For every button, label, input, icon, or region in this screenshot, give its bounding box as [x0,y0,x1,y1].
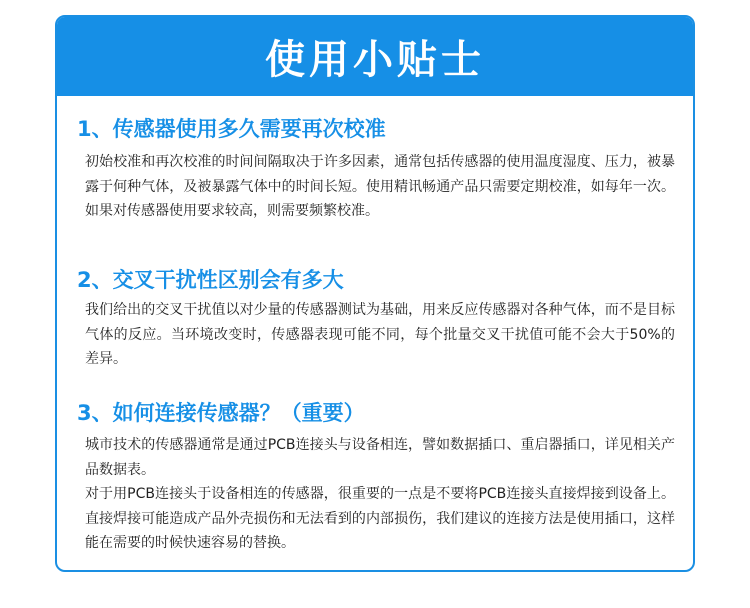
section-2-title: 2、交叉干扰性区别会有多大 [77,268,344,292]
section-3-body [85,433,675,556]
section-1-text: 初始校准和再次校准的时间间隔取决于许多因素，通常包括传感器的使用温度湿度、压力，被暴露于何种气体，及被暴露气体中的时间长短。使用精讯畅通产品只需要定期校准，如每年一次。如果对传感器使用要求较高，则需要频繁校准。 [85,154,675,219]
header-banner [57,17,693,96]
section-2-text: 我们给出的交叉干扰值以对少量的传感器测试为基础，用来反应传感器对各种气体，而不是目标气体的反应。当环境改变时，传感器表现可能不同，每个批量交叉干扰值可能不会大于50%的差异。 [85,302,675,367]
section-1-title: 1、传感器使用多久需要再次校准 [77,117,386,141]
section-2-body [85,298,675,372]
section-3-paragraph-1: 城市技术的传感器通常是通过PCB连接头与设备相连，譬如数据插口、重启器插口，详见相关产品数据表。 [85,437,675,478]
page-title: 使用小贴士 [265,37,485,83]
section-3-title: 3、如何连接传感器？（重要） [77,401,365,425]
section-1-body [85,150,675,224]
section-3-paragraph-2: 对于用PCB连接头于设备相连的传感器，很重要的一点是不要将PCB连接头直接焊接到设备上。直接焊接可能造成产品外壳损伤和无法看到的内部损伤，我们建议的连接方法是使用插口，这样能在需要的时候快速容易的替换。 [85,486,675,551]
tips-card [55,15,695,572]
